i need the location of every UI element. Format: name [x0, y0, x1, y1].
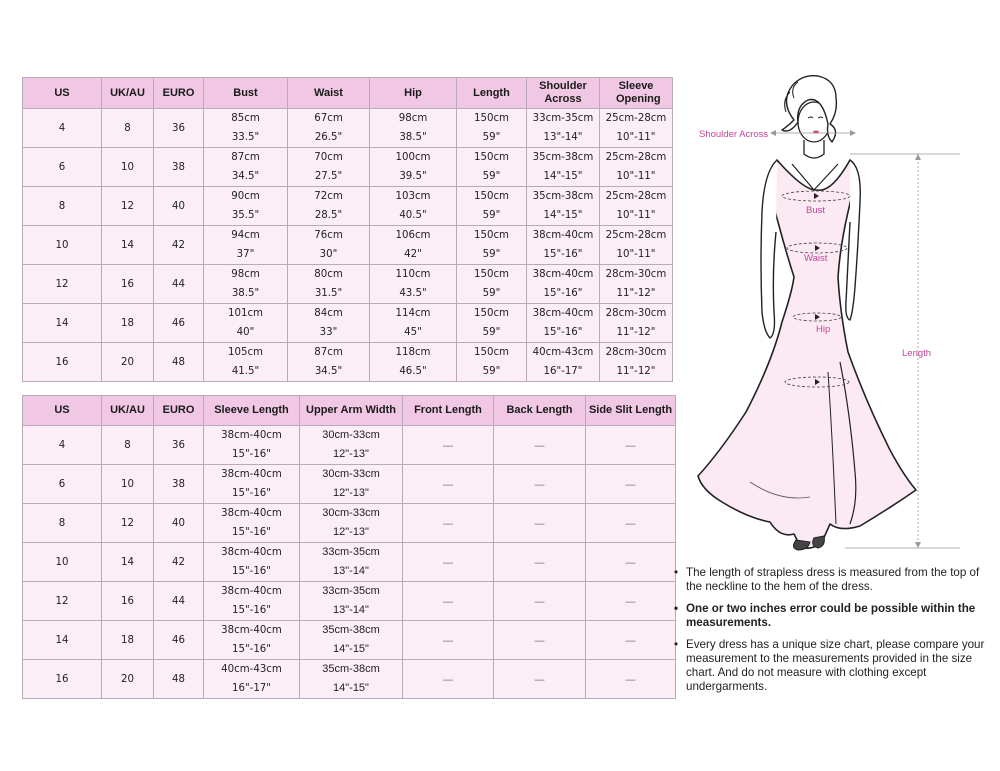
bullet-icon: •: [674, 602, 679, 615]
cell-upper-arm-width: [300, 621, 403, 660]
cell-waist: [288, 109, 370, 148]
cell-euro: 44: [154, 582, 204, 621]
cell-inch-value: 12"-13": [333, 487, 369, 499]
cell-inch-value: 13"-14": [333, 604, 369, 616]
table-row: [23, 504, 676, 543]
cell-inch-value: 38.5": [231, 288, 260, 299]
bullet-icon: •: [674, 638, 679, 651]
cell-us: 4: [23, 426, 102, 465]
cell-inch-value: 10"-11": [616, 210, 656, 221]
header-ukau: UK/AU: [102, 78, 154, 109]
cell-cm-value: 87cm: [231, 152, 260, 163]
table-row: [23, 582, 676, 621]
cell-inch-value: 30": [319, 249, 338, 260]
dress-measurement-figure: [690, 72, 980, 562]
cell-euro: 40: [154, 504, 204, 543]
cell-inch-value: 59": [482, 132, 501, 143]
cell-bust: [204, 148, 288, 187]
cell-inch-value: 45": [404, 327, 422, 338]
cell-side-slit-length: —: [586, 465, 676, 504]
cell-front-length: —: [403, 621, 494, 660]
cell-inch-value: 10"-11": [616, 249, 656, 260]
label-shoulder-across: Shoulder Across: [699, 129, 769, 140]
cell-inch-value: 35.5": [231, 210, 260, 221]
cell-us: 16: [23, 660, 102, 699]
cell-front-length: —: [403, 426, 494, 465]
cell-us: 14: [23, 621, 102, 660]
cell-us: 10: [23, 543, 102, 582]
bullet-icon: •: [674, 566, 679, 579]
cell-cm-value: 40cm-43cm: [221, 664, 282, 675]
label-hip: Hip: [816, 324, 831, 335]
cell-inch-value: 59": [482, 366, 501, 377]
cell-cm-value: 98cm: [398, 113, 428, 124]
header-front-length: Front Length: [403, 396, 494, 426]
cell-ukau: 10: [102, 465, 154, 504]
label-length: Length: [902, 348, 932, 359]
cell-inch-value: 41.5": [231, 366, 260, 377]
cell-cm-value: 67cm: [314, 113, 343, 124]
cell-sleeve-length: [204, 660, 300, 699]
header-euro: EURO: [154, 396, 204, 426]
size-table-extra: [22, 395, 679, 699]
cell-upper-arm-width: [300, 426, 403, 465]
cell-upper-arm-width: [300, 660, 403, 699]
cell-cm-value: 80cm: [314, 269, 343, 280]
cell-cm-value: 105cm: [228, 347, 263, 358]
cell-hip: [370, 109, 457, 148]
cell-upper-arm-width: [300, 543, 403, 582]
cell-inch-value: 13"-14": [543, 132, 583, 143]
cell-euro: 36: [154, 426, 204, 465]
cell-inch-value: 16"-17": [232, 683, 271, 694]
cell-cm-value: 100cm: [395, 152, 431, 163]
header-euro: EURO: [154, 78, 204, 109]
cell-us: 14: [23, 304, 102, 343]
cell-cm-value: 150cm: [474, 191, 509, 202]
cell-euro: 42: [154, 226, 204, 265]
cell-inch-value: 11"-12": [616, 327, 656, 338]
cell-length: [457, 109, 527, 148]
cell-front-length: —: [403, 582, 494, 621]
cell-inch-value: 40.5": [399, 210, 427, 221]
cell-inch-value: 39.5": [399, 171, 427, 182]
cell-us: 6: [23, 148, 102, 187]
cell-inch-value: 40": [236, 327, 255, 338]
header-upper-arm-width: Upper Arm Width: [300, 396, 403, 426]
cell-cm-value: 150cm: [474, 230, 509, 241]
cell-hip: [370, 148, 457, 187]
cell-sleeve-length: [204, 426, 300, 465]
cell-back-length: —: [494, 504, 586, 543]
cell-length: [457, 343, 527, 382]
cell-inch-value: 16"-17": [543, 366, 583, 377]
cell-shoulder-across: [527, 343, 600, 382]
cell-cm-value: 84cm: [314, 308, 343, 319]
cell-inch-value: 15"-16": [232, 644, 271, 655]
cell-euro: 36: [154, 109, 204, 148]
cell-inch-value: 43.5": [399, 288, 427, 299]
note-error-margin: • One or two inches error could be possible within the measurements.: [674, 602, 976, 629]
cell-cm-value: 114cm: [395, 308, 431, 319]
note-strapless-length: • The length of strapless dress is measured from the top of the neckline to the hem of the dress.: [674, 566, 980, 593]
cell-inch-value: 37": [236, 249, 255, 260]
cell-cm-value: 70cm: [314, 152, 343, 163]
cell-inch-value: 15"-16": [543, 327, 583, 338]
cell-inch-value: 31.5": [314, 288, 343, 299]
cell-inch-value: 27.5": [314, 171, 343, 182]
cell-length: [457, 187, 527, 226]
measurement-notes: [672, 566, 990, 702]
header-sleeve-length: Sleeve Length: [204, 396, 300, 426]
cell-cm-value: 38cm-40cm: [532, 308, 594, 319]
cell-inch-value: 14"-15": [333, 643, 369, 655]
cell-cm-value: 35cm-38cm: [322, 663, 380, 675]
cell-hip: [370, 343, 457, 382]
cell-waist: [288, 226, 370, 265]
table-header-row: [23, 78, 673, 109]
cell-back-length: —: [494, 426, 586, 465]
cell-cm-value: 25cm-28cm: [605, 113, 667, 124]
cell-cm-value: 25cm-28cm: [605, 191, 667, 202]
cell-sleeve-length: [204, 504, 300, 543]
dress-silhouette: [698, 160, 916, 548]
cell-us: 8: [23, 187, 102, 226]
cell-front-length: —: [403, 660, 494, 699]
cell-cm-value: 25cm-28cm: [605, 152, 667, 163]
cell-front-length: —: [403, 465, 494, 504]
cell-cm-value: 106cm: [395, 230, 431, 241]
cell-euro: 42: [154, 543, 204, 582]
cell-us: 12: [23, 265, 102, 304]
cell-us: 12: [23, 582, 102, 621]
cell-shoulder-across: [527, 187, 600, 226]
cell-inch-value: 11"-12": [616, 366, 656, 377]
cell-sleeve-opening: [600, 304, 673, 343]
cell-waist: [288, 265, 370, 304]
cell-ukau: 14: [102, 226, 154, 265]
cell-cm-value: 150cm: [474, 269, 509, 280]
cell-cm-value: 35cm-38cm: [322, 624, 380, 636]
cell-inch-value: 14"-15": [543, 171, 583, 182]
cell-inch-value: 15"-16": [232, 566, 271, 577]
cell-hip: [370, 226, 457, 265]
header-waist: Waist: [288, 78, 370, 109]
cell-ukau: 20: [102, 343, 154, 382]
table-row: [23, 265, 673, 304]
cell-side-slit-length: —: [586, 621, 676, 660]
cell-inch-value: 26.5": [314, 132, 343, 143]
cell-ukau: 14: [102, 543, 154, 582]
cell-bust: [204, 109, 288, 148]
table-row: [23, 660, 676, 699]
table-row: [23, 148, 673, 187]
cell-cm-value: 30cm-33cm: [322, 507, 380, 519]
cell-back-length: —: [494, 582, 586, 621]
cell-inch-value: 12"-13": [333, 448, 369, 460]
label-bust: Bust: [806, 205, 826, 216]
cell-cm-value: 87cm: [314, 347, 343, 358]
header-back-length: Back Length: [494, 396, 586, 426]
cell-cm-value: 103cm: [395, 191, 431, 202]
cell-waist: [288, 148, 370, 187]
cell-ukau: 12: [102, 187, 154, 226]
cell-inch-value: 33.5": [231, 132, 260, 143]
cell-us: 4: [23, 109, 102, 148]
cell-waist: [288, 343, 370, 382]
cell-cm-value: 38cm-40cm: [532, 230, 594, 241]
cell-cm-value: 85cm: [231, 113, 260, 124]
cell-side-slit-length: —: [586, 543, 676, 582]
cell-sleeve-length: [204, 582, 300, 621]
cell-inch-value: 10"-11": [616, 132, 656, 143]
cell-shoulder-across: [527, 148, 600, 187]
header-us: US: [23, 78, 102, 109]
cell-cm-value: 150cm: [474, 152, 509, 163]
cell-ukau: 16: [102, 582, 154, 621]
cell-cm-value: 40cm-43cm: [532, 347, 594, 358]
cell-inch-value: 59": [482, 210, 501, 221]
cell-cm-value: 72cm: [314, 191, 343, 202]
cell-inch-value: 38.5": [399, 132, 427, 143]
cell-bust: [204, 187, 288, 226]
cell-inch-value: 15"-16": [543, 288, 583, 299]
cell-cm-value: 150cm: [474, 308, 509, 319]
cell-cm-value: 28cm-30cm: [605, 308, 667, 319]
cell-inch-value: 59": [482, 288, 501, 299]
cell-inch-value: 15"-16": [543, 249, 583, 260]
cell-sleeve-length: [204, 465, 300, 504]
cell-back-length: —: [494, 660, 586, 699]
cell-inch-value: 11"-12": [616, 288, 656, 299]
cell-inch-value: 42": [404, 249, 422, 260]
cell-cm-value: 38cm-40cm: [532, 269, 594, 280]
cell-inch-value: 59": [482, 249, 501, 260]
cell-euro: 38: [154, 465, 204, 504]
cell-cm-value: 30cm-33cm: [322, 429, 380, 441]
cell-cm-value: 150cm: [474, 347, 509, 358]
cell-inch-value: 34.5": [314, 366, 343, 377]
header-shoulder-across: Shoulder Across: [527, 78, 600, 109]
cell-inch-value: 59": [482, 327, 501, 338]
cell-cm-value: 118cm: [395, 347, 431, 358]
table-row: [23, 187, 673, 226]
cell-length: [457, 265, 527, 304]
cell-us: 16: [23, 343, 102, 382]
cell-sleeve-opening: [600, 148, 673, 187]
cell-cm-value: 76cm: [314, 230, 343, 241]
cell-front-length: —: [403, 543, 494, 582]
header-hip: Hip: [370, 78, 457, 109]
cell-cm-value: 25cm-28cm: [605, 230, 667, 241]
header-us: US: [23, 396, 102, 426]
cell-hip: [370, 187, 457, 226]
cell-side-slit-length: —: [586, 582, 676, 621]
cell-euro: 48: [154, 343, 204, 382]
cell-cm-value: 30cm-33cm: [322, 468, 380, 480]
cell-us: 8: [23, 504, 102, 543]
cell-back-length: —: [494, 465, 586, 504]
header-length: Length: [457, 78, 527, 109]
cell-side-slit-length: —: [586, 504, 676, 543]
cell-bust: [204, 226, 288, 265]
cell-cm-value: 28cm-30cm: [605, 269, 667, 280]
size-table-main: [22, 77, 673, 382]
cell-inch-value: 33": [319, 327, 338, 338]
header-bust: Bust: [204, 78, 288, 109]
cell-cm-value: 38cm-40cm: [221, 586, 282, 597]
cell-bust: [204, 304, 288, 343]
cell-cm-value: 94cm: [231, 230, 260, 241]
cell-back-length: —: [494, 543, 586, 582]
cell-shoulder-across: [527, 109, 600, 148]
header-side-slit-length: Side Slit Length: [586, 396, 676, 426]
cell-euro: 40: [154, 187, 204, 226]
cell-length: [457, 226, 527, 265]
header-ukau: UK/AU: [102, 396, 154, 426]
cell-shoulder-across: [527, 226, 600, 265]
cell-inch-value: 28.5": [314, 210, 343, 221]
cell-cm-value: 110cm: [395, 269, 431, 280]
cell-ukau: 20: [102, 660, 154, 699]
cell-side-slit-length: —: [586, 426, 676, 465]
cell-cm-value: 38cm-40cm: [221, 469, 282, 480]
table-row: [23, 304, 673, 343]
cell-cm-value: 33cm-35cm: [532, 113, 594, 124]
cell-ukau: 18: [102, 304, 154, 343]
cell-bust: [204, 343, 288, 382]
table-row: [23, 465, 676, 504]
cell-inch-value: 12"-13": [333, 526, 369, 538]
cell-euro: 46: [154, 304, 204, 343]
cell-cm-value: 38cm-40cm: [221, 625, 282, 636]
cell-inch-value: 15"-16": [232, 488, 271, 499]
cell-inch-value: 14"-15": [543, 210, 583, 221]
table-row: [23, 621, 676, 660]
cell-cm-value: 35cm-38cm: [532, 191, 594, 202]
cell-back-length: —: [494, 621, 586, 660]
cell-inch-value: 34.5": [231, 171, 260, 182]
cell-ukau: 18: [102, 621, 154, 660]
cell-cm-value: 38cm-40cm: [221, 547, 282, 558]
cell-ukau: 10: [102, 148, 154, 187]
table-row: [23, 543, 676, 582]
cell-inch-value: 15"-16": [232, 527, 271, 538]
cell-cm-value: 98cm: [231, 269, 260, 280]
note-unique-size-chart: • Every dress has a unique size chart, please compare your measurement to the measurements provided in the size chart. And do not measure with clothing except undergarments.: [674, 638, 985, 693]
cell-inch-value: 15"-16": [232, 605, 271, 616]
cell-cm-value: 33cm-35cm: [322, 585, 380, 597]
cell-sleeve-opening: [600, 187, 673, 226]
cell-upper-arm-width: [300, 582, 403, 621]
cell-ukau: 16: [102, 265, 154, 304]
cell-cm-value: 38cm-40cm: [221, 430, 282, 441]
cell-hip: [370, 304, 457, 343]
cell-hip: [370, 265, 457, 304]
table-header-row: [23, 396, 676, 426]
cell-euro: 44: [154, 265, 204, 304]
cell-ukau: 12: [102, 504, 154, 543]
cell-upper-arm-width: [300, 465, 403, 504]
cell-bust: [204, 265, 288, 304]
cell-length: [457, 148, 527, 187]
cell-front-length: —: [403, 504, 494, 543]
cell-us: 6: [23, 465, 102, 504]
cell-waist: [288, 304, 370, 343]
cell-cm-value: 33cm-35cm: [322, 546, 380, 558]
cell-inch-value: 15"-16": [232, 449, 271, 460]
table-row: [23, 343, 673, 382]
cell-shoulder-across: [527, 265, 600, 304]
cell-inch-value: 13"-14": [333, 565, 369, 577]
cell-cm-value: 38cm-40cm: [221, 508, 282, 519]
cell-length: [457, 304, 527, 343]
cell-inch-value: 10"-11": [616, 171, 656, 182]
header-sleeve-opening: Sleeve Opening: [600, 78, 673, 109]
cell-ukau: 8: [102, 426, 154, 465]
cell-inch-value: 46.5": [399, 366, 427, 377]
cell-waist: [288, 187, 370, 226]
cell-shoulder-across: [527, 304, 600, 343]
cell-inch-value: 14"-15": [333, 682, 369, 694]
cell-sleeve-opening: [600, 265, 673, 304]
cell-euro: 46: [154, 621, 204, 660]
cell-inch-value: 59": [482, 171, 501, 182]
cell-sleeve-opening: [600, 109, 673, 148]
cell-euro: 38: [154, 148, 204, 187]
cell-sleeve-length: [204, 621, 300, 660]
label-waist: Waist: [804, 253, 828, 264]
cell-cm-value: 35cm-38cm: [532, 152, 594, 163]
cell-us: 10: [23, 226, 102, 265]
table-row: [23, 109, 673, 148]
cell-side-slit-length: —: [586, 660, 676, 699]
cell-ukau: 8: [102, 109, 154, 148]
cell-cm-value: 101cm: [228, 308, 263, 319]
table-row: [23, 226, 673, 265]
cell-euro: 48: [154, 660, 204, 699]
cell-cm-value: 150cm: [474, 113, 509, 124]
cell-cm-value: 90cm: [231, 191, 260, 202]
cell-upper-arm-width: [300, 504, 403, 543]
cell-cm-value: 28cm-30cm: [605, 347, 667, 358]
cell-sleeve-opening: [600, 343, 673, 382]
table-row: [23, 426, 676, 465]
cell-sleeve-opening: [600, 226, 673, 265]
cell-sleeve-length: [204, 543, 300, 582]
